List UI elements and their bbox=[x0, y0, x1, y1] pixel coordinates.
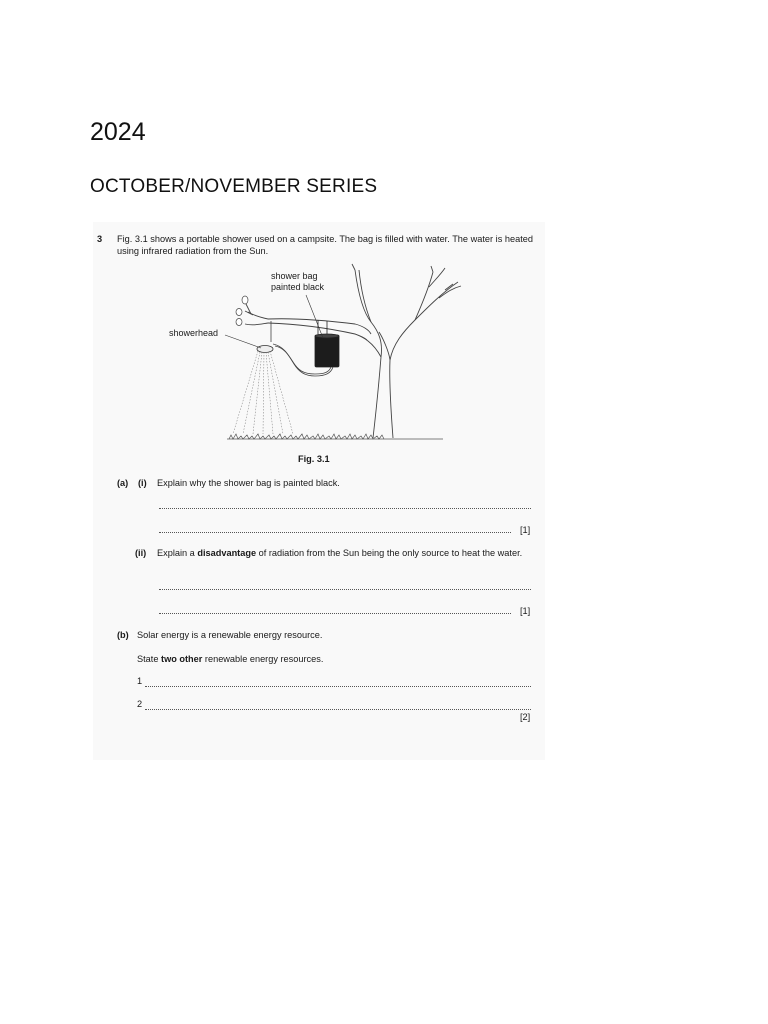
question-number: 3 bbox=[97, 234, 103, 244]
series-heading: OCTOBER/NOVEMBER SERIES bbox=[90, 176, 378, 197]
part-b-label: (b) bbox=[117, 630, 129, 640]
year-heading: 2024 bbox=[90, 118, 146, 146]
question-panel bbox=[93, 222, 545, 760]
ground-grass bbox=[227, 434, 443, 439]
marks-b: [2] bbox=[520, 712, 531, 722]
answer-line-a-i-2[interactable] bbox=[159, 532, 511, 533]
showerhead bbox=[257, 346, 273, 353]
answer-line-a-ii-2[interactable] bbox=[159, 613, 511, 614]
shower-figure bbox=[93, 262, 545, 447]
part-a-i-label: (i) bbox=[138, 478, 147, 488]
answer-line-a-i-1[interactable] bbox=[159, 508, 531, 509]
answer-line-b-2[interactable] bbox=[145, 709, 531, 710]
marks-a-i: [1] bbox=[520, 525, 531, 535]
marks-a-ii: [1] bbox=[520, 606, 531, 616]
water-spray bbox=[233, 351, 293, 434]
label-shower-bag-1: shower bag bbox=[271, 271, 318, 281]
label-shower-bag-2: painted black bbox=[271, 282, 325, 292]
question-stem: Fig. 3.1 shows a portable shower used on a campsite. The bag is filled with water. The water is heated using infrared radiation from the Sun. bbox=[117, 234, 533, 256]
part-a-label: (a) bbox=[117, 478, 129, 488]
leaves bbox=[236, 296, 248, 326]
part-b-text: Solar energy is a renewable energy resource. bbox=[137, 630, 323, 640]
label-showerhead: showerhead bbox=[169, 328, 219, 338]
answer-line-a-ii-1[interactable] bbox=[159, 589, 531, 590]
part-b-line2-number: 2 bbox=[137, 699, 143, 709]
part-b-line1-number: 1 bbox=[137, 676, 143, 686]
part-b-instruction: State two other renewable energy resources. bbox=[137, 654, 324, 664]
part-a-i-text: Explain why the shower bag is painted black. bbox=[157, 478, 340, 488]
part-a-ii-text: Explain a disadvantage of radiation from the Sun being the only source to heat the water. bbox=[157, 548, 523, 558]
answer-line-b-1[interactable] bbox=[145, 686, 531, 687]
part-a-ii-label: (ii) bbox=[135, 548, 147, 558]
figure-caption: Fig. 3.1 bbox=[298, 454, 330, 464]
